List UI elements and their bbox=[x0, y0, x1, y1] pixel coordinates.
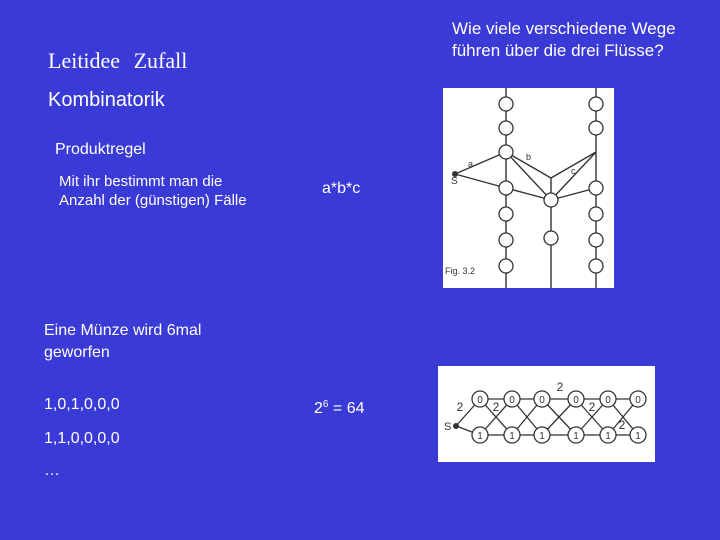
fig1-label-c: c bbox=[571, 166, 576, 176]
fig2-label-s: S bbox=[444, 421, 452, 433]
title-part-leitidee: Leitidee bbox=[48, 48, 121, 73]
fig2-node-1: 1 bbox=[635, 431, 641, 442]
coin-sequence-1: 1,0,1,0,0,0 bbox=[44, 396, 120, 413]
fig2-node-1: 1 bbox=[573, 431, 579, 442]
fig2-node-1: 1 bbox=[477, 431, 483, 442]
fig2-branch-label: 2 bbox=[492, 400, 500, 414]
rule-description: Mit ihr bestimmt man die Anzahl der (günstigen) Fälle bbox=[59, 173, 247, 209]
slide-title bbox=[48, 48, 195, 74]
coin-graph-drawing bbox=[438, 366, 655, 462]
fig1-caption: Fig. 3.2 bbox=[445, 266, 476, 276]
rule-heading: Produktregel bbox=[55, 141, 146, 158]
fig2-node-0: 0 bbox=[605, 395, 611, 406]
product-formula: a*b*c bbox=[322, 180, 361, 197]
fig2-branch-label: 2 bbox=[618, 418, 626, 432]
slide-subtitle: Kombinatorik bbox=[48, 89, 165, 111]
sequence-ellipsis: … bbox=[44, 462, 60, 479]
fig2-node-0: 0 bbox=[509, 395, 515, 406]
fig2-node-0: 0 bbox=[635, 395, 641, 406]
fig2-branch-label: 2 bbox=[456, 400, 464, 414]
fig2-node-1: 1 bbox=[605, 431, 611, 442]
fig2-node-0: 0 bbox=[539, 395, 545, 406]
title-part-zufall: Zufall bbox=[133, 48, 188, 73]
fig2-node-0: 0 bbox=[477, 395, 483, 406]
fig2-branch-label: 2 bbox=[588, 400, 596, 414]
fig1-label-b: b bbox=[526, 152, 532, 162]
fig1-label-a: a bbox=[468, 159, 474, 169]
coin-intro: Eine Münze wird 6mal geworfen bbox=[44, 322, 202, 361]
river-paths-drawing bbox=[443, 88, 614, 288]
fig1-label-s: S bbox=[451, 176, 458, 187]
fig2-node-1: 1 bbox=[509, 431, 515, 442]
fig2-node-0: 0 bbox=[573, 395, 579, 406]
coin-sequence-2: 1,1,0,0,0,0 bbox=[44, 430, 120, 447]
power-formula bbox=[314, 395, 365, 419]
river-paths-figure bbox=[443, 88, 614, 288]
question-text: Wie viele verschiedene Wege führen über die drei Flüsse? bbox=[452, 19, 676, 60]
fig2-branch-label: 2 bbox=[556, 380, 564, 394]
power-result: = 64 bbox=[328, 400, 365, 417]
power-base: 2 bbox=[314, 400, 323, 417]
fig2-node-1: 1 bbox=[539, 431, 545, 442]
coin-graph-figure bbox=[438, 366, 655, 462]
power-exponent: 6 bbox=[322, 399, 329, 410]
